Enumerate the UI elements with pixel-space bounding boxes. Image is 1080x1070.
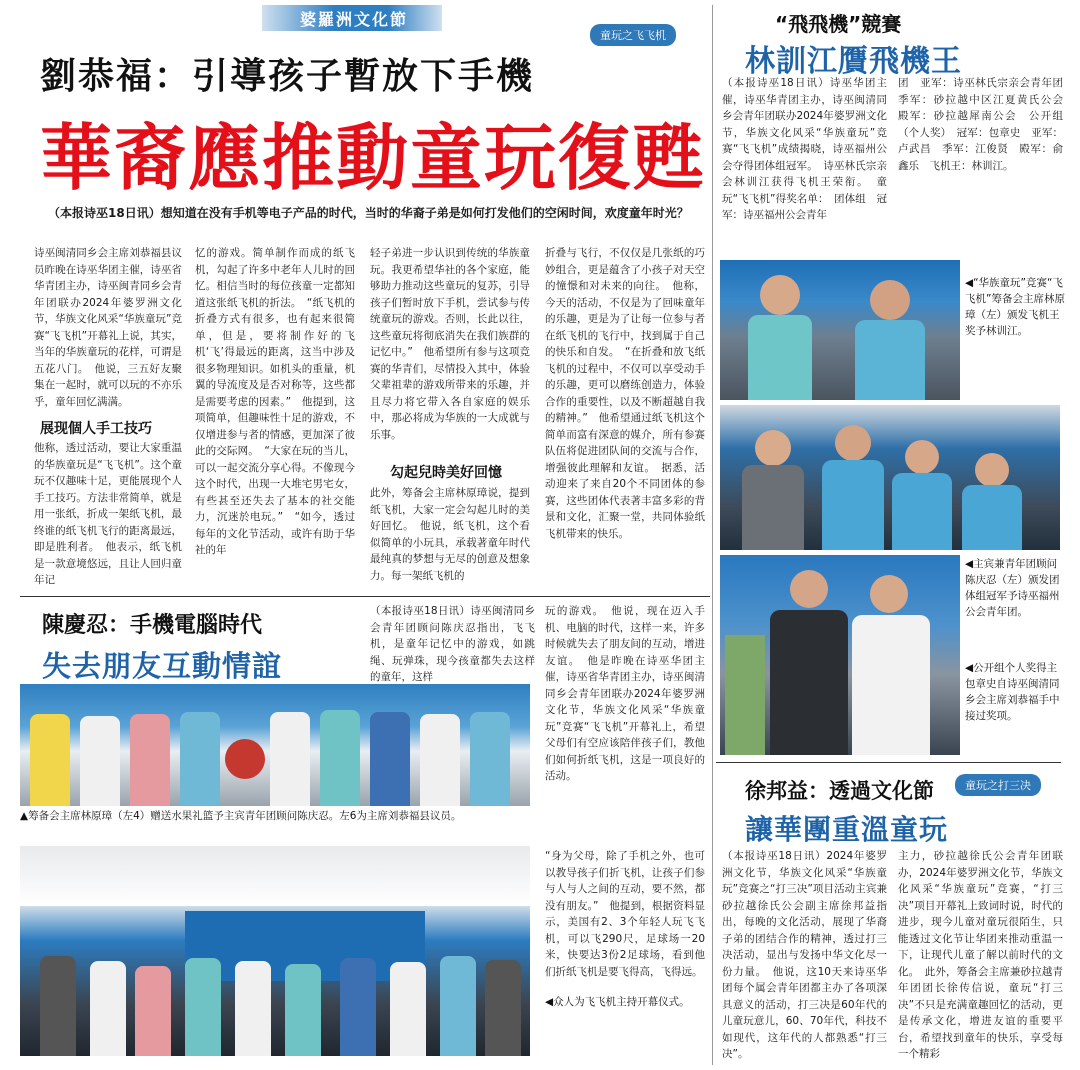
divider-right (716, 762, 1061, 763)
caption-award-individual: ◀公开组个人奖得主包章史自诗巫闽清同乡会主席刘恭福手中接过奖项。 (965, 662, 1060, 722)
tan-col-a: （本报诗巫18日讯）诗巫闽清同乡会青年团顾问陈庆忍指出，飞飞机，是童年记忆中的游戏，如跳绳、玩弹珠，现今孩童都失去这样的童年，这样 (370, 605, 535, 683)
headline-top: 劉恭福：引導孩子暫放下手機 (40, 55, 535, 97)
subhead-memories: 勾起兒時美好回憶 (390, 465, 502, 481)
caption-award-team: ◀主宾兼青年团顾问陈庆忍（左）颁发团体组冠军予诗巫福州公会青年团。 (965, 558, 1060, 618)
tan-kicker: 陳慶忍：手機電腦時代 (42, 613, 263, 638)
lead-paragraph: （本报诗巫18日讯）想知道在没有手机等电子产品的时代，当时的华裔子弟是如何打发他们的空闲时间，欢度童年时光？ (48, 206, 689, 220)
hsu-tag: 童玩之打三决 (955, 774, 1041, 796)
tan-col-b: 玩的游戏。 他说，现在迈入手机、电脑的时代，这样一来，许多时候就失去了朋友间的互动，增进友谊。 他是昨晚在诗巫华团主催，诗巫省华青团主办，诗巫闽清同乡会青年团联办2024年婆罗洲文化节，华族文化风采“华族童玩”竞赛“飞飞机”开幕礼上，希望父母们有空应该陪伴孩子们，教他们如何折纸飞机，这是一项良好的活动。 (545, 605, 705, 782)
caption-fruit-basket: ▲筹备会主席林原璋（左4）赠送水果礼篮予主宾青年团顾问陈庆忍。左6为主席刘恭福县议员。 (20, 810, 462, 822)
hsu-kicker: 徐邦益：透過文化節 (745, 779, 934, 803)
column-3a: 轻子弟进一步认识到传统的华族童玩。我更希望华社的各个家庭，能够助力推动这些童玩的复苏，引导孩子们暂时放下手机，尝试参与传统童玩的游戏。否则，长此以往，这些童玩将彻底消失在我们族群的记忆中。” 他希望所有参与这项竞赛的华青们，尽情投入其中，体验父辈祖辈的游戏所带来的乐趣，并且尽力将它带入各自家庭的娱乐中，那必将成为华族的一大成就与乐事。 (370, 247, 530, 441)
section-tag: 童玩之飞飞机 (590, 24, 676, 46)
festival-banner: 婆羅洲文化節 (300, 10, 409, 29)
column-4: 折叠与飞行，不仅仅是几张纸的巧妙组合，更是蕴含了小孩子对天空的憧憬和对未来的向往。 他称，今天的活动，不仅是为了回味童年的乐趣，更是为了让每一位参与者在纸飞机的飞行中，找到属于自己的快乐和自发。 “在折叠和放飞纸飞机的过程中，不仅可以享受动手的乐趣，更可以磨练创造力，体验合作的重要性，以及不断超越自我的精神。” 他希望通过纸飞机这个简单而富有深意的媒介，所有参赛队伍将促进团队间的交流与合作，增强彼此理解和友谊。 据悉，活动迎来了来自20个不同团体的参赛，这些团体代表著丰富多彩的背景和文化，汇聚一堂，共同体验纸飞机带来的快乐。 (545, 247, 705, 540)
column-1b: 他称，透过活动，要让大家重温的华族童玩是“飞飞机”。这个童玩不仅趣味十足，更能展现个人手工技巧。方法非常简单，就是用一张纸，折成一架纸飞机，最终谁的纸飞机飞行的距离最远，即是胜利者。 他表示，纸飞机是一款意境悠远，且让人回归童年记 (34, 442, 182, 586)
photo-fruit-basket (20, 684, 530, 806)
tan-col-c: “身为父母，除了手机之外，也可以教导孩子们折飞机，让孩子们参与人与人之间的互动，要不然，都没有朋友。” 他提到，根据资料显示，美国有2、3个年轻人玩飞飞机，可以飞290尺，足球场一20米，快要达3份2足球场，看到他们折纸飞机是要飞得高，飞得远。 (545, 850, 705, 978)
flyer-title: 林訓江贋飛機王 (745, 44, 962, 79)
photo-award-team (720, 405, 1060, 550)
hsu-title: 讓華團重溫童玩 (745, 813, 949, 846)
column-1a: 诗巫闽清同乡会主席刘恭福县议员昨晚在诗巫华团主催，诗巫省华青团主办，诗巫闽青同乡会青年团联办2024年婆罗洲文化节，华族文化风采“华族童玩”竞赛“飞飞机”开幕礼上说，其实，当年的华族童玩的花样，可谓是五花八门。 他说，三五好友聚集在一起时，就可以玩的不亦乐乎，童年回忆满满。 (34, 247, 182, 408)
column-3b: 此外，筹备会主席林原璋说，提到纸飞机，大家一定会勾起儿时的美好回忆。 他说，纸飞机，这个看似简单的小玩具，承载著童年时代最纯真的梦想与无尽的创意及想象力。每一架纸飞机的 (370, 487, 530, 582)
tan-title: 失去朋友互動情誼 (42, 649, 283, 683)
photo-opening-ceremony (20, 846, 530, 1056)
divider-vertical (712, 5, 713, 1065)
headline-main: 華裔應推動童玩復甦 (40, 116, 707, 200)
photo-award-individual (720, 555, 960, 755)
subhead-handcraft: 展现個人手工技巧 (40, 421, 152, 437)
column-2: 忆的游戏。简单制作而成的纸飞机，勾起了许多中老年人儿时的回忆。相信当时的每位孩童一定都知道这张纸飞机的折法。 “纸飞机的折叠方式有很多，也有起来很简单，但是，要将制作好的飞机‘飞’得最远的距离，这当中涉及很多物理知识。如机头的重量，机翼的导流度及是否对称等，这些都是需要考虑的因素。” 他提到，这项简单，但趣味性十足的游戏，不仅增进参与者的情感，更加深了彼此的交际网。 “大家在玩的当儿，可以一起交流分享心得。不像现今这个时代，出现一大堆宅男宅女，有些甚至还失去了基本的社交能力，沉迷於电玩。” “如今，透过每年的文化节活动，或许有助于华社的年 (195, 247, 355, 556)
caption-opening-ceremony: ◀众人为飞飞机主持开幕仪式。 (545, 996, 690, 1008)
caption-award-flyking: ◀“华族童玩”竞赛“飞飞机”筹备会主席林原璋（左）颁发飞机王奖予林训江。 (965, 277, 1065, 337)
divider-horizontal (20, 596, 710, 597)
flyer-col-a: （本报诗巫18日讯）诗巫华团主催，诗巫华青团主办，诗巫闽清同乡会青年团联办2024年婆罗洲文化节，华族文化风采“华族童玩”竞赛“飞飞机”成绩揭晓，诗巫福州公会夺得团体组冠军。 诗巫林氏宗亲会林训江获得飞机王荣衔。 童玩“飞飞机”得奖名单： 团体组 冠军：诗巫福州公会青年 (722, 77, 887, 221)
flyer-kicker: “飛飛機”競賽 (775, 12, 902, 36)
hsu-col-b: 主力，砂拉越徐氏公会青年团联办，2024年婆罗洲文化节，华族文化风采“华族童玩”竞赛，“打三决”项目开幕礼上致词时说，时代的进步，现今儿童对童玩很陌生，只能透过文化节让华团来推动重温一下，让现代儿童了解以前时代的文化。 此外，筹备会主席兼砂拉越青年团团长徐传信说，童玩“打三决”不只是充满童趣回忆的活动，更是传承文化，增进友谊的重要平台，希望找到童年的快乐，享受每一个精彩 (898, 850, 1063, 1060)
hsu-col-a: （本报诗巫18日讯）2024年婆罗洲文化节，华族文化风采“华族童玩”竞赛之“打三决”项目活动主宾兼砂拉越徐氏公会副主席徐邦益指出，每晚的文化活动，展现了华裔子弟的团结合作的精神，透过打三决活动，显出与发扬中华文化尽一份力量。 他说，这10天来诗巫华团每个属会青年团都主办了各项深具意义的活动，打三决是60年代的儿童玩意儿，60、70年代，科技不如现代，这年代的人都熟悉“打三决”。 (722, 850, 887, 1060)
photo-award-flyking (720, 260, 960, 400)
flyer-col-b: 团 亚军：诗巫林氏宗亲会青年团 季军：砂拉越中区江夏黄氏公会 殿军：砂拉越犀南公会 公开组（个人奖） 冠军：包章史 亚军：卢武昌 季军：江俊贤 殿军：俞鑫乐 飞机王：林训江。 (898, 77, 1074, 172)
